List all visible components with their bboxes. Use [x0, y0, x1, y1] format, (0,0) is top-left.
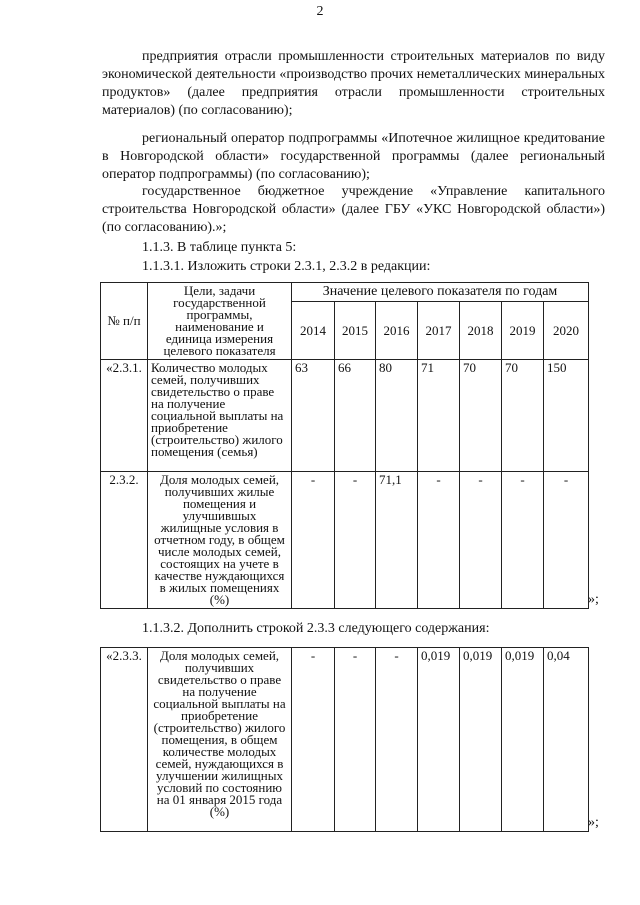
table-row	[101, 472, 589, 609]
year-cell: 2015	[335, 302, 376, 360]
value-cell: 71	[418, 360, 460, 472]
row-description: Количество молодых семей, получивших свидетельство о праве на получение социальной выплаты на приобретение (строительство) жилого помещения (семья)	[148, 360, 292, 472]
year-cell: 2014	[292, 302, 335, 360]
paragraph-regional-operator: региональный оператор подпрограммы «Ипотечное жилищное кредитование в Новгородской области» государственной программы (далее региональный оператор подпрограммы) (по согласованию);	[102, 131, 605, 182]
row-description: Доля молодых семей, получивших жилые помещения и улучшившых жилищные условия в отчетном году, в общем числе молодых семей, состоящих на учете в качестве нуждающихся в жилых помещениях (%)	[148, 472, 292, 609]
value-cell: 70	[502, 360, 544, 472]
line-1-1-3: 1.1.3. В таблице пункта 5:	[142, 240, 297, 255]
value-cell: -	[292, 472, 335, 609]
value-cell: -	[292, 648, 335, 832]
row-description: Доля молодых семей, получивших свидетельство о праве на получение социальной выплаты на приобретение (строительство) жилого помещения, в общем количестве молодых семей, нуждающихся в улучшении жилищных условий по состоянию на 01 января 2015 года (%)	[148, 648, 292, 832]
header-values: Значение целевого показателя по годам	[292, 283, 589, 302]
paragraph-gbu-uks: государственное бюджетное учреждение «Управление капитального строительства Новгородской области» (далее ГБУ «УКС Новгородской области») (по согласованию).»;	[102, 184, 605, 235]
year-cell: 2017	[418, 302, 460, 360]
value-cell: -	[335, 648, 376, 832]
indicator-table-2	[100, 647, 589, 832]
value-cell: -	[544, 472, 589, 609]
table-2-closing: »;	[588, 815, 599, 830]
value-cell: 70	[460, 360, 502, 472]
value-cell: -	[376, 648, 418, 832]
row-number: «2.3.1.	[101, 360, 148, 472]
year-cell: 2019	[502, 302, 544, 360]
row-number: «2.3.3.	[101, 648, 148, 832]
value-cell: -	[335, 472, 376, 609]
year-cell: 2018	[460, 302, 502, 360]
year-cell: 2016	[376, 302, 418, 360]
value-cell: 0,019	[502, 648, 544, 832]
table-1-closing: »;	[588, 592, 599, 607]
value-cell: 0,019	[418, 648, 460, 832]
page-number: 2	[316, 4, 324, 19]
year-cell: 2020	[544, 302, 589, 360]
value-cell: -	[502, 472, 544, 609]
paragraph-enterprises: предприятия отрасли промышленности строительных материалов по виду экономической деятельности «производство прочих неметаллических минеральных продуктов» (далее предприятия отрасли промышленности строительных материалов) (по согласованию);	[102, 49, 605, 118]
table-row	[101, 360, 589, 472]
value-cell: -	[418, 472, 460, 609]
value-cell: 71,1	[376, 472, 418, 609]
header-num: № п/п	[101, 283, 148, 360]
value-cell: 0,04	[544, 648, 589, 832]
value-cell: 80	[376, 360, 418, 472]
line-1-1-3-2: 1.1.3.2. Дополнить строкой 2.3.3 следующего содержания:	[142, 621, 490, 636]
value-cell: 0,019	[460, 648, 502, 832]
row-number: 2.3.2.	[101, 472, 148, 609]
line-1-1-3-1: 1.1.3.1. Изложить строки 2.3.1, 2.3.2 в редакции:	[142, 259, 431, 274]
header-goals: Цели, задачи государственной программы, наименование и единица измерения целевого показателя	[148, 283, 292, 360]
indicator-table-1	[100, 282, 589, 609]
value-cell: 66	[335, 360, 376, 472]
value-cell: 63	[292, 360, 335, 472]
value-cell: -	[460, 472, 502, 609]
value-cell: 150	[544, 360, 589, 472]
table-row	[101, 648, 589, 832]
